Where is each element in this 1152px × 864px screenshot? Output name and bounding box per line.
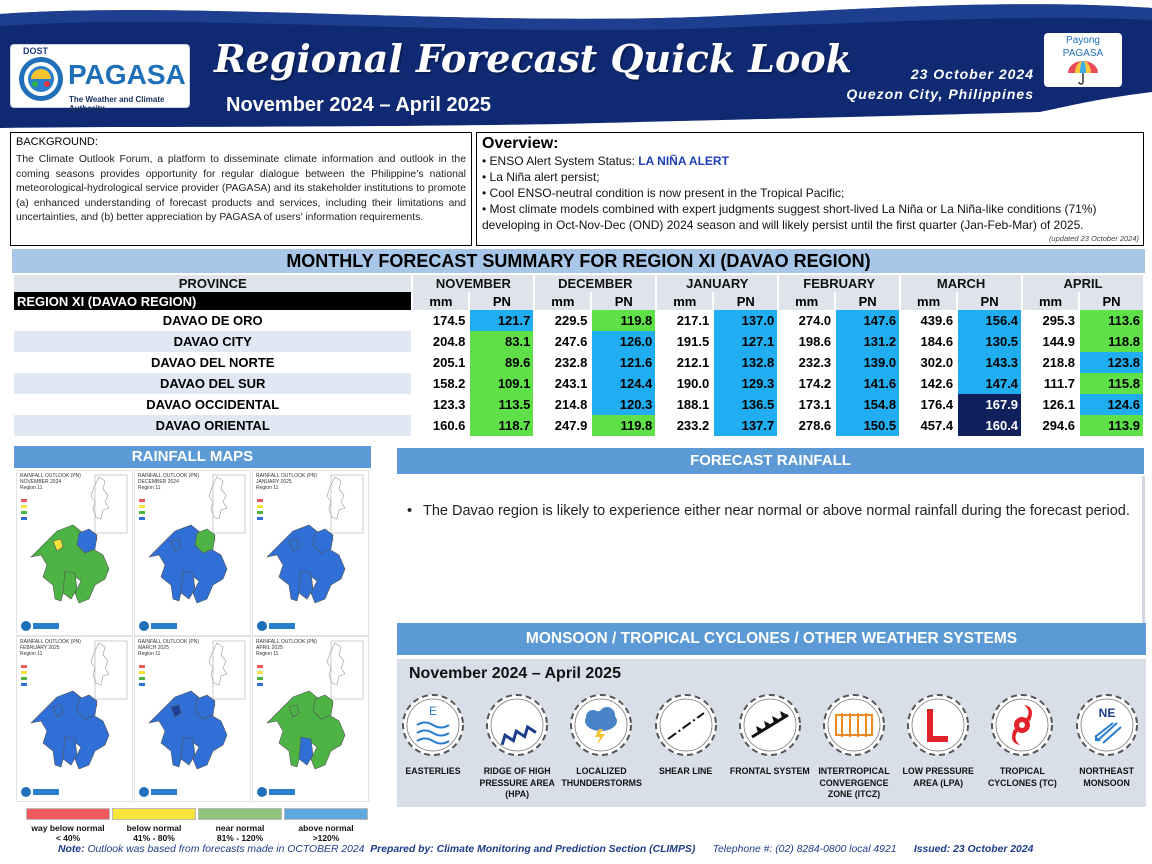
footer-prepared-by: Prepared by: Climate Monitoring and Prediction Section (CLIMPS) xyxy=(370,844,696,855)
table-row xyxy=(14,352,1143,373)
weather-system-item xyxy=(814,693,894,801)
divider xyxy=(1142,476,1145,624)
rainfall-map-panel xyxy=(134,636,251,802)
legend-range: >120% xyxy=(312,833,340,843)
pagasa-mini-logo-icon xyxy=(138,786,178,798)
forecast-period: November 2024 – April 2025 xyxy=(226,94,491,116)
forecast-summary-table xyxy=(12,275,1145,436)
rainfall-map-panel xyxy=(16,636,133,802)
mm-value: 144.9 xyxy=(1023,331,1078,352)
mm-value: 439.6 xyxy=(901,310,956,331)
overview-list xyxy=(482,153,1138,233)
map-title-text: RAINFALL OUTLOOK (PN) xyxy=(138,473,199,479)
mm-value: 173.1 xyxy=(779,394,834,415)
pn-value: 147.4 xyxy=(958,373,1021,394)
ridge-icon xyxy=(485,693,549,757)
low-pressure-icon xyxy=(906,693,970,757)
map-month: DECEMBER 2024 xyxy=(138,479,179,485)
pn-value: 124.6 xyxy=(1080,394,1143,415)
map-title-text: RAINFALL OUTLOOK (PN) xyxy=(20,473,81,479)
mm-value: 198.6 xyxy=(779,331,834,352)
pn-value: 160.4 xyxy=(958,415,1021,436)
weather-system-item xyxy=(898,693,978,789)
footer-text xyxy=(58,844,1033,855)
map-month: APRIL 2025 xyxy=(256,645,283,651)
weather-system-label: SHEAR LINE xyxy=(658,766,713,776)
pn-value: 132.8 xyxy=(714,352,777,373)
mm-value: 142.6 xyxy=(901,373,956,394)
pn-header: PN xyxy=(958,292,1021,310)
legend-swatch xyxy=(198,808,282,820)
weather-system-item xyxy=(561,693,641,789)
background-text: The Climate Outlook Forum, a platform to disseminate climate information and outlook in the coming seasons provides opportunity for regular dialogue between the Philippine’s national meteorological-hydrological service provider (PAGASA) and its stakeholder institutions to promote (a) enhanced understanding of forecast products and services, including their limitations and uncertainties, and (b) better appreciation by PAGASA of users’ information requirements. xyxy=(16,154,466,223)
svg-text:E: E xyxy=(428,704,438,718)
weather-systems-period: November 2024 – April 2025 xyxy=(409,665,621,682)
weather-system-label: INTERTROPICAL CONVERGENCE ZONE (ITCZ) xyxy=(818,766,890,799)
legend-swatch xyxy=(26,808,110,820)
mm-value: 176.4 xyxy=(901,394,956,415)
pn-value: 83.1 xyxy=(470,331,533,352)
pn-value: 118.8 xyxy=(1080,331,1143,352)
weather-system-label: FRONTAL SYSTEM xyxy=(729,766,810,776)
month-header: DECEMBER xyxy=(535,275,655,292)
table-body xyxy=(14,310,1143,436)
table-unit-header-row xyxy=(14,292,1143,310)
legend-range: 81% - 120% xyxy=(216,833,264,843)
legend-label xyxy=(26,823,110,843)
davao-region-map xyxy=(253,471,370,637)
mm-value: 274.0 xyxy=(779,310,834,331)
mm-value: 204.8 xyxy=(413,331,468,352)
mm-value: 190.0 xyxy=(657,373,712,394)
legend-label xyxy=(112,823,196,843)
rainfall-maps-grid xyxy=(14,468,371,804)
weather-system-item xyxy=(646,693,726,778)
province-name: DAVAO OCCIDENTAL xyxy=(14,394,411,415)
davao-region-map xyxy=(17,471,134,637)
pn-value: 115.8 xyxy=(1080,373,1143,394)
easterlies-icon xyxy=(401,693,465,757)
map-region: Region 11 xyxy=(20,485,43,491)
pn-header: PN xyxy=(592,292,655,310)
mm-value: 302.0 xyxy=(901,352,956,373)
pn-value: 141.6 xyxy=(836,373,899,394)
pn-value: 119.8 xyxy=(592,310,655,331)
shear-line-icon xyxy=(654,693,718,757)
pn-value: 119.8 xyxy=(592,415,655,436)
legend-category: near normal xyxy=(215,823,265,833)
svg-text:NE: NE xyxy=(1098,706,1115,720)
forecast-rainfall-text xyxy=(407,502,1132,521)
weather-system-label: EASTERLIES xyxy=(405,766,461,776)
weather-systems-panel xyxy=(397,659,1146,807)
map-region: Region 11 xyxy=(138,651,161,657)
pn-value: 139.0 xyxy=(836,352,899,373)
pn-value: 113.6 xyxy=(1080,310,1143,331)
table-row xyxy=(14,415,1143,436)
legend-swatch xyxy=(112,808,196,820)
mm-value: 174.2 xyxy=(779,373,834,394)
mm-header: mm xyxy=(901,292,956,310)
mm-value: 278.6 xyxy=(779,415,834,436)
map-month: FEBRUARY 2025 xyxy=(20,645,60,651)
pn-value: 89.6 xyxy=(470,352,533,373)
rainfall-map-panel xyxy=(16,470,133,636)
davao-region-map xyxy=(135,637,252,803)
pn-value: 150.5 xyxy=(836,415,899,436)
mm-value: 123.3 xyxy=(413,394,468,415)
pn-value: 121.7 xyxy=(470,310,533,331)
mm-value: 243.1 xyxy=(535,373,590,394)
pn-value: 109.1 xyxy=(470,373,533,394)
pagasa-mini-logo-icon xyxy=(20,620,60,632)
mm-value: 214.8 xyxy=(535,394,590,415)
pn-value: 130.5 xyxy=(958,331,1021,352)
overview-item: • La Niña alert persist; xyxy=(482,169,1138,185)
legend-range: 41% - 80% xyxy=(133,833,175,843)
frontal-system-icon xyxy=(738,693,802,757)
umbrella-icon xyxy=(1066,59,1100,85)
pagasa-mini-logo-icon xyxy=(20,786,60,798)
enso-label: ENSO Alert System Status: xyxy=(489,154,639,168)
pn-value: 123.8 xyxy=(1080,352,1143,373)
weather-system-label: TROPICAL CYCLONES (TC) xyxy=(987,766,1057,788)
thunderstorm-icon xyxy=(569,693,633,757)
pn-value: 136.5 xyxy=(714,394,777,415)
mm-value: 191.5 xyxy=(657,331,712,352)
overview-heading: Overview: xyxy=(482,135,559,152)
rainfall-maps-heading: RAINFALL MAPS xyxy=(14,446,371,468)
legend-category: below normal xyxy=(126,823,182,833)
mm-value: 247.9 xyxy=(535,415,590,436)
legend-label xyxy=(198,823,282,843)
footer-telephone: Telephone #: (02) 8284-0800 local 4921 xyxy=(712,844,897,855)
pn-header: PN xyxy=(470,292,533,310)
region-label: REGION XI (DAVAO REGION) xyxy=(14,292,411,310)
pn-value: 156.4 xyxy=(958,310,1021,331)
dost-label: DOST xyxy=(23,46,49,56)
overview-item: • Most climate models combined with expert judgments suggest short-lived La Niña or La Niña-like conditions (71%) developing in Oct-Nov-Dec (OND) 2024 season and will likely persist until the first quarter (Jan-Feb-Mar) of 2025. xyxy=(482,201,1138,233)
issue-date: 23 October 2024 xyxy=(910,66,1034,82)
pagasa-mini-logo-icon xyxy=(256,786,296,798)
payong-line2: PAGASA xyxy=(1062,48,1104,59)
pagasa-logo xyxy=(10,44,190,113)
mm-value: 294.6 xyxy=(1023,415,1078,436)
province-name: DAVAO ORIENTAL xyxy=(14,415,411,436)
table-month-header-row xyxy=(14,275,1143,292)
mm-value: 232.3 xyxy=(779,352,834,373)
map-title-text: RAINFALL OUTLOOK (PN) xyxy=(20,639,81,645)
pn-header: PN xyxy=(836,292,899,310)
payong-line1: Payong xyxy=(1066,35,1100,46)
month-header: NOVEMBER xyxy=(413,275,533,292)
rainfall-map-panel xyxy=(252,470,369,636)
mm-value: 184.6 xyxy=(901,331,956,352)
weather-system-label: RIDGE OF HIGH PRESSURE AREA (HPA) xyxy=(479,766,555,799)
month-header: JANUARY xyxy=(657,275,777,292)
footer xyxy=(0,842,1152,864)
northeast-monsoon-icon xyxy=(1075,693,1139,757)
mm-value: 218.8 xyxy=(1023,352,1078,373)
itcz-icon xyxy=(822,693,886,757)
mm-header: mm xyxy=(1023,292,1078,310)
pagasa-mini-logo-icon xyxy=(138,620,178,632)
pagasa-mini-logo-icon xyxy=(256,620,296,632)
mm-header: mm xyxy=(779,292,834,310)
weather-system-label: LOCALIZED THUNDERSTORMS xyxy=(561,766,642,788)
pn-value: 147.6 xyxy=(836,310,899,331)
pn-value: 118.7 xyxy=(470,415,533,436)
mm-header: mm xyxy=(535,292,590,310)
pn-value: 137.0 xyxy=(714,310,777,331)
legend-category: above normal xyxy=(298,823,354,833)
month-header: APRIL xyxy=(1023,275,1143,292)
map-title-text: RAINFALL OUTLOOK (PN) xyxy=(256,473,317,479)
province-name: DAVAO DEL NORTE xyxy=(14,352,411,373)
forecast-rainfall-heading: FORECAST RAINFALL xyxy=(397,448,1144,474)
mm-value: 174.5 xyxy=(413,310,468,331)
map-region: Region 11 xyxy=(20,651,43,657)
pn-value: 121.6 xyxy=(592,352,655,373)
table-row xyxy=(14,331,1143,352)
footer-issued: Issued: 23 October 2024 xyxy=(913,844,1034,855)
mm-value: 205.1 xyxy=(413,352,468,373)
davao-region-map xyxy=(135,471,252,637)
payong-pagasa-logo xyxy=(1044,33,1122,87)
enso-alert-status: LA NIÑA ALERT xyxy=(638,154,729,168)
page-title: Regional Forecast Quick Look xyxy=(214,36,853,81)
overview-updated-note: (updated 23 October 2024) xyxy=(1048,234,1139,243)
mm-value: 229.5 xyxy=(535,310,590,331)
davao-region-map xyxy=(253,637,370,803)
legend-label xyxy=(284,823,368,843)
pagasa-tagline: The Weather and Climate Authority xyxy=(69,95,165,113)
pn-value: 120.3 xyxy=(592,394,655,415)
mm-value: 126.1 xyxy=(1023,394,1078,415)
province-name: DAVAO DE ORO xyxy=(14,310,411,331)
mm-value: 232.8 xyxy=(535,352,590,373)
rainfall-map-panel xyxy=(252,636,369,802)
mm-value: 212.1 xyxy=(657,352,712,373)
overview-item: • Cool ENSO-neutral condition is now present in the Tropical Pacific; xyxy=(482,185,1138,201)
forecast-rainfall-statement: The Davao region is likely to experience either near normal or above normal rainfall during the forecast period. xyxy=(423,503,1130,519)
davao-region-map xyxy=(17,637,134,803)
province-name: DAVAO DEL SUR xyxy=(14,373,411,394)
pn-value: 137.7 xyxy=(714,415,777,436)
map-month: NOVEMBER 2024 xyxy=(20,479,62,485)
map-month: JANUARY 2025 xyxy=(256,479,292,485)
weather-system-item xyxy=(1067,693,1147,789)
pn-value: 124.4 xyxy=(592,373,655,394)
map-title-text: RAINFALL OUTLOOK (PN) xyxy=(138,639,199,645)
bullet-icon: • xyxy=(407,503,413,519)
issue-place: Quezon City, Philippines xyxy=(846,86,1034,102)
tropical-cyclone-icon xyxy=(990,693,1054,757)
overview-box xyxy=(476,132,1144,246)
mm-value: 188.1 xyxy=(657,394,712,415)
map-month: MARCH 2025 xyxy=(138,645,169,651)
weather-system-label: LOW PRESSURE AREA (LPA) xyxy=(902,766,974,788)
pagasa-wordmark: PAGASA xyxy=(68,59,186,90)
legend-category: way below normal xyxy=(31,823,105,833)
weather-system-item xyxy=(477,693,557,801)
mm-value: 158.2 xyxy=(413,373,468,394)
mm-value: 295.3 xyxy=(1023,310,1078,331)
pn-value: 131.2 xyxy=(836,331,899,352)
mm-value: 160.6 xyxy=(413,415,468,436)
mm-value: 457.4 xyxy=(901,415,956,436)
month-header: FEBRUARY xyxy=(779,275,899,292)
mm-value: 233.2 xyxy=(657,415,712,436)
month-header: MARCH xyxy=(901,275,1021,292)
pn-value: 167.9 xyxy=(958,394,1021,415)
background-box xyxy=(10,132,472,246)
pn-header: PN xyxy=(1080,292,1143,310)
pn-value: 126.0 xyxy=(592,331,655,352)
legend-range: < 40% xyxy=(55,833,81,843)
pn-value: 113.9 xyxy=(1080,415,1143,436)
pn-header: PN xyxy=(714,292,777,310)
legend-swatch xyxy=(284,808,368,820)
mm-header: mm xyxy=(657,292,712,310)
pn-value: 113.5 xyxy=(470,394,533,415)
pn-value: 127.1 xyxy=(714,331,777,352)
pn-value: 143.3 xyxy=(958,352,1021,373)
weather-system-item xyxy=(730,693,810,778)
mm-value: 247.6 xyxy=(535,331,590,352)
table-row xyxy=(14,373,1143,394)
weather-system-item xyxy=(393,693,473,778)
background-heading: BACKGROUND: xyxy=(16,136,98,148)
pagasa-seal-icon xyxy=(17,55,65,103)
header-banner xyxy=(0,0,1152,128)
weather-system-item xyxy=(982,693,1062,789)
map-region: Region 11 xyxy=(256,485,279,491)
map-region: Region 11 xyxy=(256,651,279,657)
forecast-table-title: MONTHLY FORECAST SUMMARY FOR REGION XI (DAVAO REGION) xyxy=(12,249,1145,273)
enso-status-item xyxy=(482,153,1138,169)
map-region: Region 11 xyxy=(138,485,161,491)
mm-value: 111.7 xyxy=(1023,373,1078,394)
province-header: PROVINCE xyxy=(14,275,411,292)
weather-system-label: NORTHEAST MONSOON xyxy=(1079,766,1134,788)
mm-value: 217.1 xyxy=(657,310,712,331)
map-title-text: RAINFALL OUTLOOK (PN) xyxy=(256,639,317,645)
table-row xyxy=(14,394,1143,415)
rainfall-map-panel xyxy=(134,470,251,636)
province-name: DAVAO CITY xyxy=(14,331,411,352)
pn-value: 129.3 xyxy=(714,373,777,394)
mm-header: mm xyxy=(413,292,468,310)
weather-systems-heading: MONSOON / TROPICAL CYCLONES / OTHER WEATHER SYSTEMS xyxy=(397,623,1146,655)
footer-note-label: Note: xyxy=(58,844,85,855)
footer-note: Outlook was based from forecasts made in OCTOBER 2024 xyxy=(84,844,365,855)
pn-value: 154.8 xyxy=(836,394,899,415)
table-row xyxy=(14,310,1143,331)
